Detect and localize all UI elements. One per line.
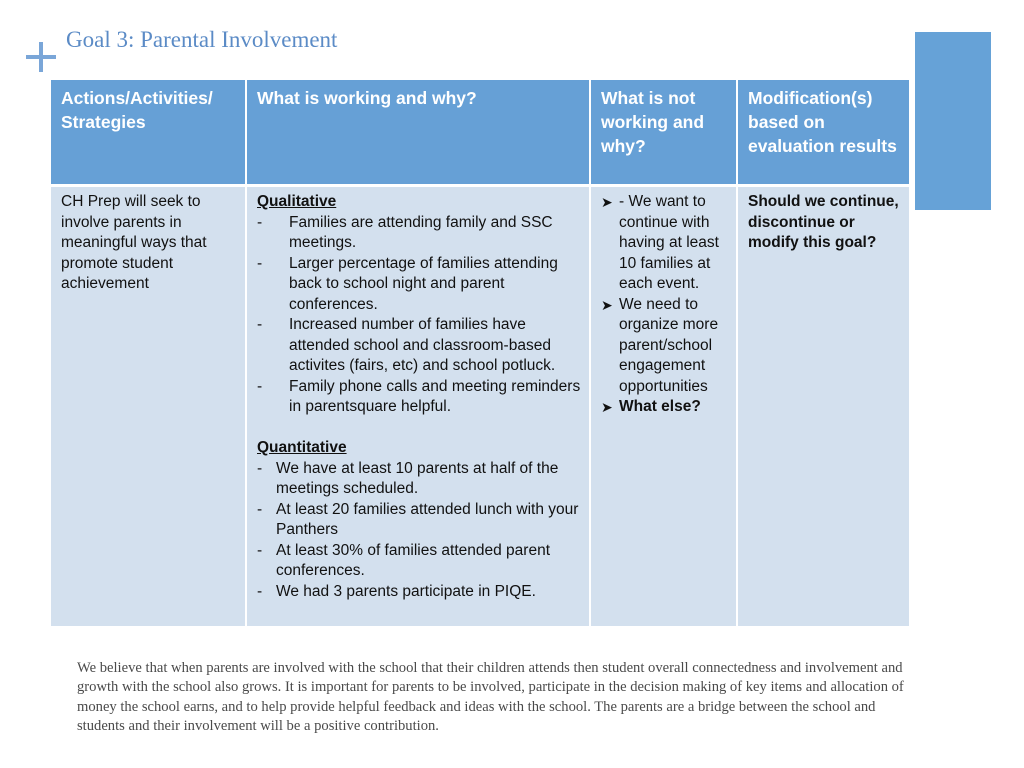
quantitative-heading: Quantitative (257, 439, 347, 456)
arrow-bullet-icon: ➤ (601, 194, 613, 210)
slide-title: Goal 3: Parental Involvement (66, 27, 338, 52)
header-modifications: Modification(s) based on evaluation results (737, 80, 909, 186)
header-actions: Actions/Activities/ Strategies (51, 80, 246, 186)
cell-modification: Should we continue, discontinue or modify this goal? (737, 186, 909, 627)
cell-actions: CH Prep will seek to involve parents in meaningful ways that promote student achievement (51, 186, 246, 627)
list-item: - Families are attending family and SSC meetings. (257, 213, 553, 251)
list-item: - We had 3 parents participate in PIQE. (257, 582, 536, 600)
qualitative-heading: Qualitative (257, 193, 337, 210)
header-working: What is working and why? (246, 80, 590, 186)
not-working-list (601, 192, 728, 418)
list-item: ➤ What else? (601, 397, 728, 418)
table-header-row (51, 80, 909, 186)
arrow-bullet-icon: ➤ (601, 399, 613, 415)
cell-not-working (590, 186, 737, 627)
goal-table (51, 80, 909, 626)
decorative-blue-block (915, 32, 991, 210)
list-item: - Increased number of families have attended school and classroom-based activites (fairs, etc) and school potluck. (257, 316, 556, 374)
list-item: - Family phone calls and meeting reminders in parentsquare helpful. (257, 377, 581, 415)
list-item: - At least 20 families attended lunch with your Panthers (257, 500, 579, 538)
plus-icon (26, 42, 56, 72)
qualitative-list (257, 213, 581, 418)
list-item: - Larger percentage of families attending back to school night and parent conferences. (257, 254, 558, 313)
table-row (51, 186, 909, 627)
cell-working (246, 186, 590, 627)
quantitative-list (257, 459, 581, 603)
list-item: - At least 30% of families attended parent conferences. (257, 541, 550, 579)
header-not-working: What is not working and why? (590, 80, 737, 186)
list-item: ➤ We need to organize more parent/school engagement opportunities (601, 295, 719, 395)
list-item: - We have at least 10 parents at half of the meetings scheduled. (257, 459, 559, 497)
footer-paragraph: We believe that when parents are involved with the school that their children attends then student overall connectedness and involvement and growth with the school also grows. It is important for parents to be involved, participate in the decision making of key items and allocation of money the school earns, and to help provide helpful feedback and ideas with the school. The parents are a bridge between the school and students and their involvement will be a positive contribution. (77, 660, 904, 734)
list-item: ➤ - We want to continue with having at least 10 families at each event. (601, 193, 719, 292)
arrow-bullet-icon: ➤ (601, 296, 613, 313)
